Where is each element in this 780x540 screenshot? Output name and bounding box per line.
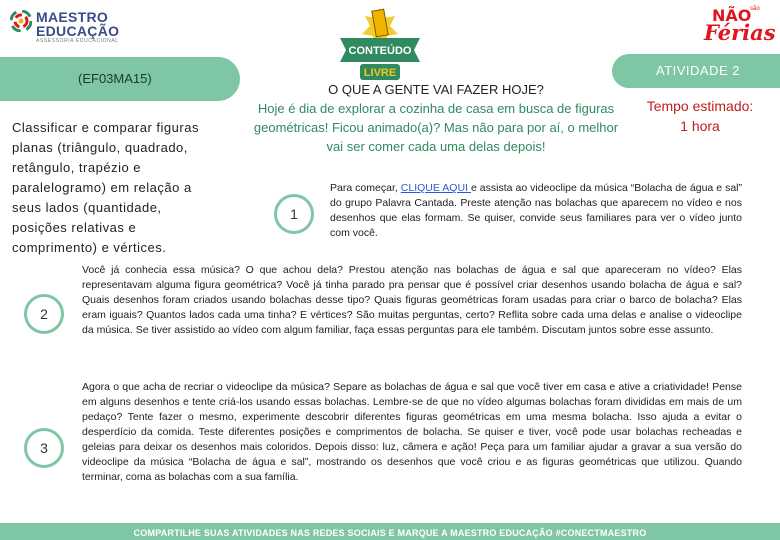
nao-sao-ferias-logo [692,4,774,48]
logo-center-top-text: CONTEÚDO [348,45,412,57]
step-2-text: Você já conhecia essa música? O que achou dela? Prestou atenção nas bolachas de água e sal que apareceram no vídeo? Elas representavam alguma figura geométrica? Você já tinha parado pra pensar que é possível criar desenhos usando bolacha de água e sal? Quais desenhos foram criados usando bolachas desse tipo? Quais figuras geométricas foram usadas para criar o barco de bolacha? Elas eram iguais? Quantos lados cada uma tinha? E vértices? São muitas perguntas, certo? Reflita sobre cada uma delas e analise o videoclipe da música. Se tiver assistido ao vídeo com algum familiar, faça essas perguntas para ele também. Discutam juntos sobre esse assunto. [82,264,742,336]
logo-line-1: MAESTRO [36,9,109,25]
estimated-time-value: 1 hora [680,118,720,134]
logo-line-3: ASSESSORIA EDUCACIONAL [36,38,119,44]
step-2-number: 2 [24,294,64,334]
logo-sao-text: são [750,6,760,12]
estimated-time-label: Tempo estimado: [646,98,754,114]
title-question: O QUE A GENTE VAI FAZER HOJE? [328,82,544,97]
video-link[interactable]: CLIQUE AQUI [400,182,471,194]
step-3-text: Agora o que acha de recriar o videoclipe da música? Separe as bolachas de água e sal que você tiver em casa e ative a criatividade! Pense em alguns desenhos e tente criá-los usando essas bolachas. Lembre-se de que no vídeo algumas bolachas foram divididas em mais de um pedaço? Tente fazer o mesmo, experimente descobrir diferentes figuras geométricas em uma mesma bolacha. Isso ajuda a evitar o desperdício da comida. Teste diferentes posições e comprimentos de bolacha. Se quiser e tiver, você pode usar bolachas recheadas e geleias para deixar os desenhos mais coloridos. Depois disso: luz, câmera e ação! Peça para um familiar ajudar a gravar a sua versão do videoclipe da música “Bolacha de água e sal”, mostrando os desenhos que você criou e as figuras geométricas que utilizou. Quando terminar, coma as bolachas com a sua família. [82,381,742,483]
step-1-text-start: Para começar, [330,182,401,194]
skill-code-banner [0,57,240,101]
estimated-time [620,96,780,136]
step-1-text-end: e assista ao videoclipe da música “Bolacha de água e sal” do grupo Palavra Cantada. Preste atenção nas bolachas que aparecem no vídeo e nos desenhos que elas formam. Se quiser, convide seus familiares para ver o vídeo junto com você. [330,182,742,239]
skill-description: Classificar e comparar figuras planas (triângulo, quadrado, retângulo, trapézio e paralelogramo) em relação a seus lados (quantidade, posições relativas e comprimento) e vértices. [12,120,199,255]
footer-banner [0,523,780,540]
logo-center-bottom-text: LIVRE [363,67,397,79]
colorful-swirl-icon [10,10,32,32]
skill-code: (EF03MA15) [78,71,152,86]
step-1-text [330,181,742,241]
step-1-number: 1 [274,194,314,234]
logo-ferias-text: Férias [704,20,776,45]
activity-title [246,80,626,156]
activity-banner [612,54,780,88]
title-subtitle: Hoje é dia de explorar a cozinha de casa em busca de figuras geométricas! Ficou animado(a)? Mas não para por aí, o melhor vai ser comer cada uma delas depois! [253,101,619,154]
logo-nao-text: NÃO [712,6,752,25]
footer-text: COMPARTILHE SUAS ATIVIDADES NAS REDES SOCIAIS E MARQUE A MAESTRO EDUCAÇÃO #CONECTMAESTRO [133,528,647,538]
logo-line-2: EDUCAÇÃO [36,23,120,39]
maestro-educacao-logo [10,8,130,42]
step-3-number: 3 [24,428,64,468]
activity-label: ATIVIDADE 2 [656,63,741,78]
conteudo-livre-logo [334,4,426,84]
